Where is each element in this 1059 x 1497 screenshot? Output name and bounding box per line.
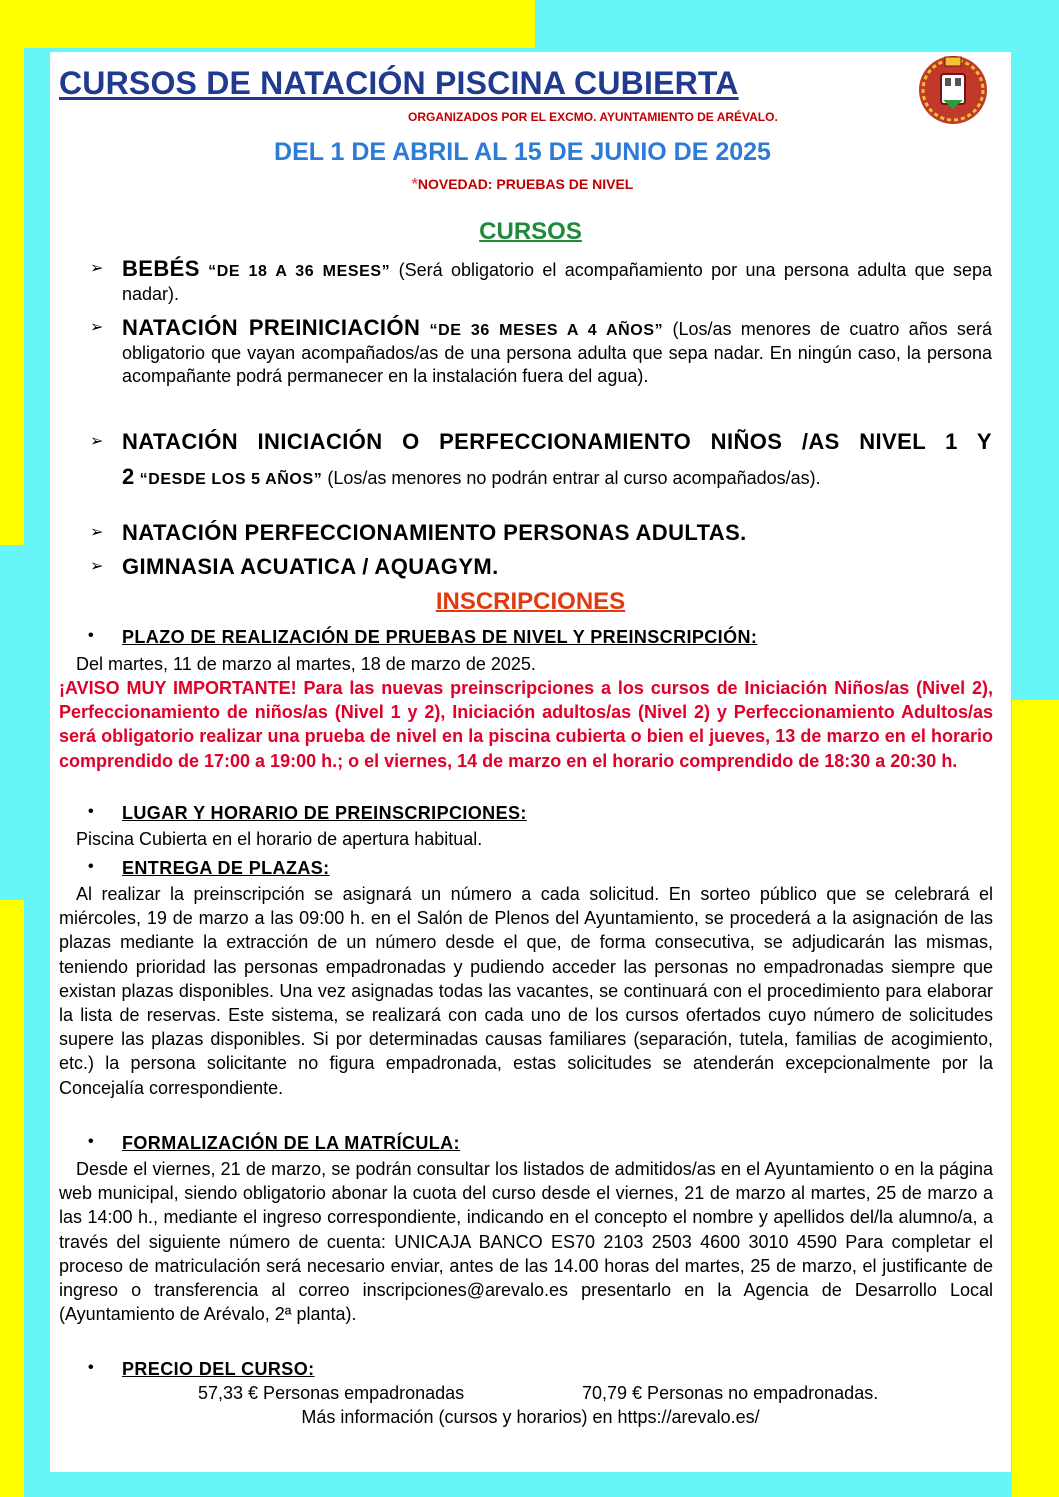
arrow-bullet-icon: ➢ xyxy=(90,260,104,277)
novedad-text: NOVEDAD: PRUEBAS DE NIVEL xyxy=(417,176,634,192)
course-name: GIMNASIA ACUATICA / AQUAGYM. xyxy=(122,554,499,579)
municipal-crest-icon xyxy=(912,52,994,126)
inscripciones-heading: INSCRIPCIONES xyxy=(435,588,626,615)
entrega-text: Al realizar la preinscripción se asignará un número a cada solicitud. En sorteo público que se celebrará el miércoles, 19 de marzo a las 09:00 h. en el Salón de Plenos del Ayuntamiento, se procederá a la asignación de las plazas mediante la extracción de un número desde el que, de forma consecutiva, se adjudicarán las mismas, teniendo prioridad las personas empadronadas y pudiendo acceder las personas no empadronadas siempre que existan plazas disponibles. Una vez asignadas todas las vacantes, se continuará con el procedimiento para elaborar la lista de reservas. Este sistema, se realizará con cada uno de los cursos ofertados cuyo número de solicitudes supere las plazas disponibles. Si por determinadas causas familiares (separación, tutela, familias de acogimiento, etc.) la persona solicitante no figura empadronada, estas solicitudes se atenderán excepcionalmente por la Concejalía correspondiente. xyxy=(59,884,993,1098)
course-item xyxy=(90,256,992,306)
arrow-bullet-icon: ➢ xyxy=(90,319,104,336)
course-item xyxy=(90,425,992,496)
precio-title: PRECIO DEL CURSO: xyxy=(122,1359,315,1379)
course-item xyxy=(90,554,992,580)
flyer-page xyxy=(50,52,1011,1472)
course-name: NATACIÓN PREINICIACIÓN xyxy=(122,315,421,340)
course-age-range: “DE 36 MESES A 4 AÑOS” xyxy=(429,322,664,339)
lugar-title: LUGAR Y HORARIO DE PREINSCRIPCIONES: xyxy=(122,803,527,823)
bullet-dot-icon: • xyxy=(88,627,94,644)
bullet-dot-icon: • xyxy=(88,858,94,875)
course-name: BEBÉS xyxy=(122,256,200,281)
course-age-range: “DESDE LOS 5 AÑOS” xyxy=(139,471,323,488)
bullet-dot-icon: • xyxy=(88,803,94,820)
cursos-heading: CURSOS xyxy=(479,218,582,245)
bg-yellow-left-lower xyxy=(0,900,24,1497)
course-age-range: “DE 18 A 36 MESES” xyxy=(208,263,391,280)
bg-yellow-top-bar xyxy=(0,0,535,48)
novedad-note xyxy=(50,176,995,194)
bg-yellow-top xyxy=(0,0,24,545)
asterisk-icon: * xyxy=(411,176,418,193)
course-dates: DEL 1 DE ABRIL AL 15 DE JUNIO DE 2025 xyxy=(274,138,771,166)
arrow-bullet-icon: ➢ xyxy=(90,558,104,575)
arrow-bullet-icon: ➢ xyxy=(90,433,104,450)
bullet-dot-icon: • xyxy=(88,1133,94,1150)
course-name: NATACIÓN PERFECCIONAMIENTO PERSONAS ADULTAS. xyxy=(122,520,747,545)
aviso-importante: ¡AVISO MUY IMPORTANTE! Para las nuevas preinscripciones a los cursos de Iniciación Niños/as (Nivel 2), Perfeccionamiento de niños/as (Nivel 1 y 2), Iniciación adultos/as (Nivel 2) y Perfeccionamiento Adultos/as será obligatorio realizar una prueba de nivel en la piscina cubierta o bien el jueves, 13 de marzo en el horario comprendido de 17:00 a 19:00 h.; o el viernes, 14 de marzo en el horario comprendido de 18:30 a 20:30 h. xyxy=(59,678,993,771)
bullet-dot-icon: • xyxy=(88,1359,94,1376)
arrow-bullet-icon: ➢ xyxy=(90,524,104,541)
plazo-text: Del martes, 11 de marzo al martes, 18 de marzo de 2025. xyxy=(76,654,536,674)
price-empadronadas: 57,33 € Personas empadronadas xyxy=(198,1383,465,1403)
matricula-title: FORMALIZACIÓN DE LA MATRÍCULA: xyxy=(122,1133,460,1153)
page-title: CURSOS DE NATACIÓN PISCINA CUBIERTA xyxy=(59,65,739,101)
organizer-subtitle: ORGANIZADOS POR EL EXCMO. AYUNTAMIENTO DE ARÉVALO. xyxy=(408,110,778,124)
lugar-text: Piscina Cubierta en el horario de apertura habitual. xyxy=(76,829,483,849)
plazo-title: PLAZO DE REALIZACIÓN DE PRUEBAS DE NIVEL Y PREINSCRIPCIÓN: xyxy=(122,627,758,647)
course-item xyxy=(90,315,992,388)
price-no-empadronadas: 70,79 € Personas no empadronadas. xyxy=(582,1383,879,1403)
entrega-title: ENTREGA DE PLAZAS: xyxy=(122,858,330,878)
matricula-text: Desde el viernes, 21 de marzo, se podrán consultar los listados de admitidos/as en el Ayuntamiento o en la página web municipal, siendo obligatorio abonar la cuota del curso desde el viernes, 21 de marzo al martes, 25 de marzo a las 14:00 h., mediante el ingreso correspondiente, indicando en el concepto el nombre y apellidos del/la alumno/a, a través del siguiente número de cuenta: UNICAJA BANCO ES70 2103 2503 4600 3010 4590 Para completar el proceso de matriculación será necesario enviar, antes de las 14.00 horas del martes, 25 de marzo, el justificante de ingreso o transferencia al correo inscripciones@arevalo.es presentarlo en la Agencia de Desarrollo Local (Ayuntamiento de Arévalo, 2ª planta). xyxy=(59,1159,993,1325)
course-name: NATACIÓN INICIACIÓN O PERFECCIONAMIENTO NIÑOS /AS NIVEL 1 Y 2 xyxy=(122,429,992,489)
course-description: (Los/as menores de cuatro años será obligatorio que vayan acompañados/as de una persona adulta que sepa nadar. En ningún caso, la persona acompañante podrá permanecer en la instalación fuera del agua). xyxy=(122,319,992,386)
course-item xyxy=(90,520,992,546)
course-description: (Será obligatorio el acompañamiento por una persona adulta que sepa nadar). xyxy=(122,260,992,304)
more-info-link[interactable]: Más información (cursos y horarios) en https://arevalo.es/ xyxy=(301,1407,760,1427)
bg-yellow-right xyxy=(1012,700,1059,1497)
course-description: (Los/as menores no podrán entrar al curso acompañados/as). xyxy=(327,468,821,488)
